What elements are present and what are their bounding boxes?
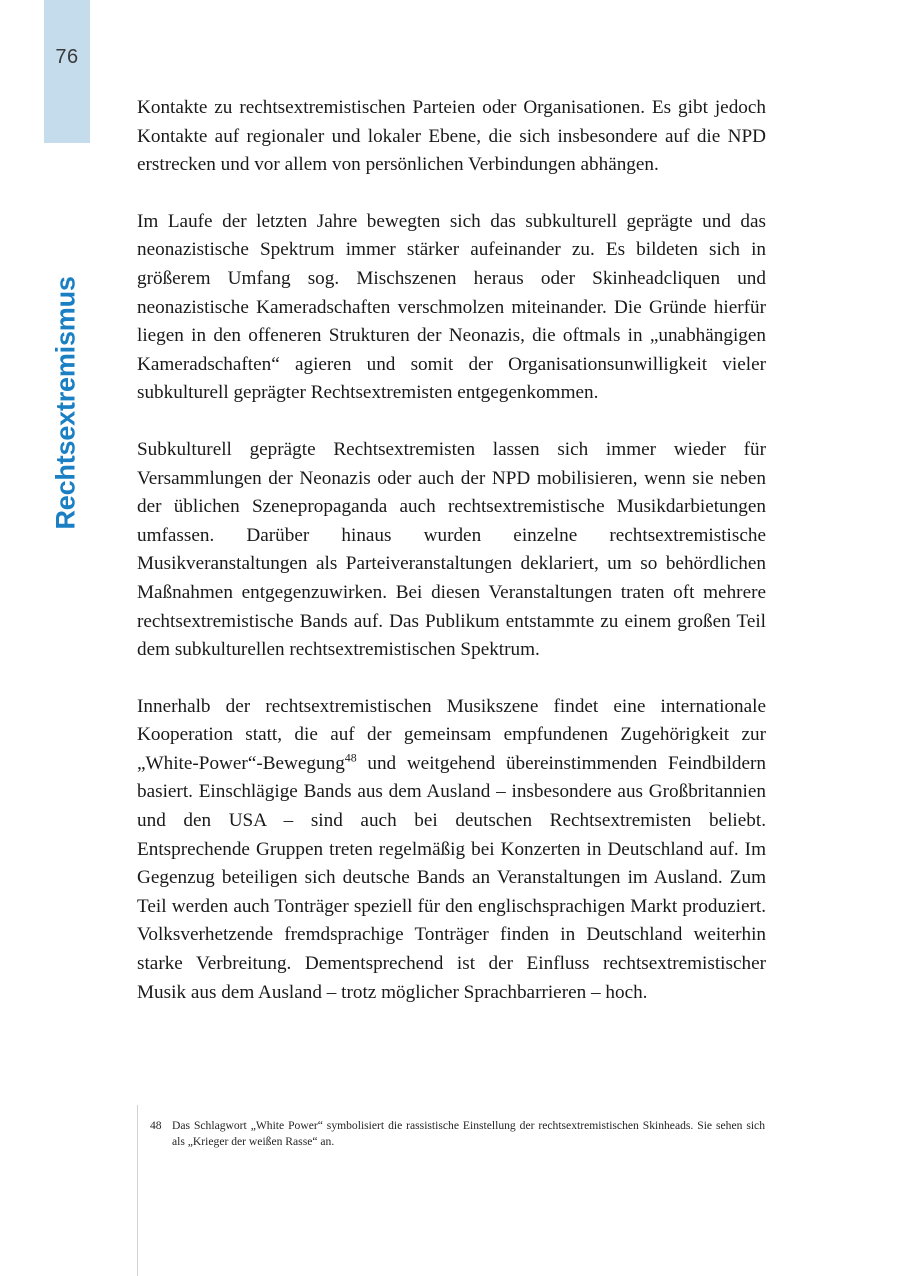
footnote-reference-48[interactable]: 48 — [344, 750, 357, 765]
folio-background-block — [44, 0, 90, 143]
paragraph-4-text-after: und weitgehend übereinstimmenden Feindbildern basiert. Einschlägige Bands aus dem Ausland – insbesondere aus Großbritannien und den USA – sind auch bei deutschen Rechtsextremisten beliebt. Entsprechende Gruppen treten regelmäßig bei Konzerten in Deutschland auf. Im Gegenzug beteiligen sich deutsche Bands an Veranstaltungen im Ausland. Zum Teil werden auch Tonträger speziell für den englischsprachigen Markt produziert. Volksverhetzende fremdsprachige Tonträger finden in Deutschland weiterhin starke Verbreitung. Dementsprechend ist der Einfluss rechtsextremistischer Musik aus dem Ausland – trotz möglicher Sprachbarrieren – hoch. — [137, 752, 766, 1003]
body-paragraph-3: Subkulturell geprägte Rechtsextremisten lassen sich immer wieder für Versammlungen der Neonazis oder auch der NPD mobilisieren, wenn sie neben der üblichen Szenepropaganda auch rechtsextremistische Musikdarbietungen umfassen. Darüber hinaus wurden einzelne rechtsextremistische Musikveranstaltungen als Parteiveranstaltungen deklariert, um so behördlichen Maßnahmen entgegenzuwirken. Bei diesen Veranstaltungen traten oft mehrere rechtsextremistische Bands auf. Das Publikum entstammte zu einem großen Teil dem subkulturellen rechtsextremistischen Spektrum. — [137, 438, 766, 661]
footnote-area — [150, 1118, 765, 1151]
paragraph-4-text-before: Innerhalb der rechtsextremistischen Musikszene findet eine internationale Kooperation statt, die auf der gemeinsam empfundenen Zugehörigkeit zur „White-Power“-Bewegung — [137, 695, 766, 774]
footnote-item — [150, 1118, 765, 1151]
footnote-text: Das Schlagwort „White Power“ symbolisiert die rassistische Einstellung der rechtsextremistischen Skinheads. Sie sehen sich als „Krieger der weißen Rasse“ an. — [172, 1119, 765, 1149]
footnote-divider-rule — [137, 1105, 138, 1276]
page-margin-column — [44, 0, 90, 1276]
body-paragraph-2: Im Laufe der letzten Jahre bewegten sich das subkulturell geprägte und das neonazistische Spektrum immer stärker aufeinander zu. Es bildeten sich in größerem Umfang sog. Mischszenen heraus oder Skinheadcliquen und neonazistische Kameradschaften verschmolzen miteinander. Die Gründe hierfür liegen in den offeneren Strukturen der Neonazis, die oftmals in „unabhängigen Kameradschaften“ agieren und somit der Organisationsunwilligkeit vieler subkulturell geprägter Rechtsextremisten entgegenkommen. — [137, 210, 766, 404]
body-paragraph-1: Kontakte zu rechtsextremistischen Parteien oder Organisationen. Es gibt jedoch Kontakte auf regionaler und lokaler Ebene, die sich insbesondere auf die NPD erstrecken und vor allem von persönlichen Verbindungen abhängen. — [137, 97, 766, 176]
footnote-marker: 48 — [150, 1119, 162, 1132]
body-paragraph-4 — [137, 693, 766, 1008]
page-number: 76 — [55, 46, 79, 68]
body-text-column — [137, 94, 766, 1007]
vertical-chapter-title: Rechtsextremismus — [50, 276, 81, 530]
